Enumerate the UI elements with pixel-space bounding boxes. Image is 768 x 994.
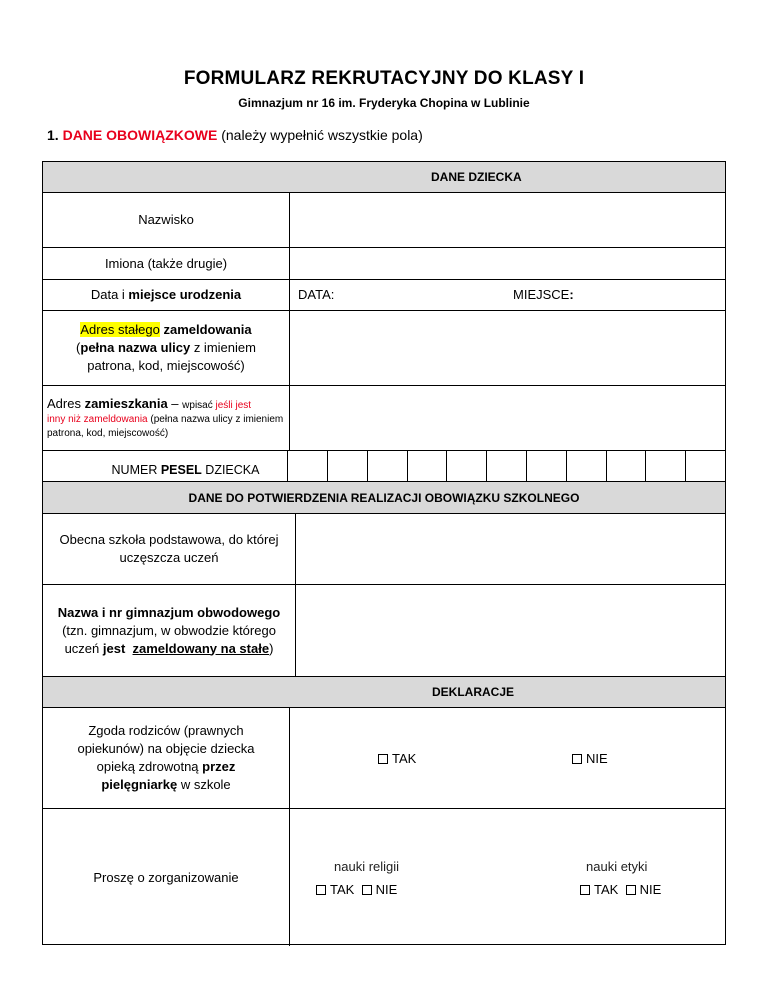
pesel-digit-box[interactable]	[685, 451, 725, 481]
form-title: FORMULARZ REKRUTACYJNY DO KLASY I	[183, 68, 585, 89]
pesel-digit-box[interactable]	[486, 451, 526, 481]
nurse-consent-no[interactable]	[572, 751, 608, 766]
district-school-row	[43, 585, 725, 677]
pesel-digit-boxes	[287, 451, 725, 481]
birth-label-bold: miejsce urodzenia	[128, 287, 242, 302]
permanent-address-highlight: Adres stałego	[80, 322, 160, 337]
pesel-digit-box[interactable]	[566, 451, 606, 481]
surname-row	[43, 193, 725, 248]
pesel-digit-box[interactable]	[645, 451, 685, 481]
religion-no[interactable]	[362, 882, 398, 897]
birth-place-colon: :	[569, 287, 574, 302]
pesel-digit-box[interactable]	[526, 451, 566, 481]
school-obligation-header-label: DANE DO POTWIERDZENIA REALIZACJI OBOWIĄZKU SZKOLNEGO	[188, 490, 580, 505]
permanent-address-bold2: pełna nazwa ulicy	[80, 340, 191, 355]
declarations-header-label: DEKLARACJE	[432, 685, 515, 699]
religion-label: nauki religii	[334, 859, 400, 874]
permanent-address-rest: z imieniem patrona, kod, miejscowość)	[87, 340, 256, 373]
nurse-consent-no-label: NIE	[586, 751, 608, 766]
ethics-yes-label: TAK	[594, 882, 619, 897]
checkbox-icon[interactable]	[378, 754, 388, 764]
checkbox-icon[interactable]	[626, 885, 636, 895]
district-school-underlined: zameldowany na stałe	[132, 640, 270, 656]
religion-choices	[316, 882, 397, 897]
organize-label: Proszę o zorganizowanie	[43, 809, 290, 946]
nurse-consent-yes[interactable]	[378, 751, 416, 766]
district-school-bold2: jest	[102, 640, 126, 656]
pesel-prefix: NUMER	[111, 462, 161, 477]
birth-label-prefix: Data i	[90, 287, 129, 302]
surname-field[interactable]	[290, 193, 725, 247]
residence-address-row	[43, 386, 725, 451]
ethics-yes[interactable]	[580, 882, 618, 897]
birth-row	[43, 280, 725, 311]
checkbox-icon[interactable]	[572, 754, 582, 764]
child-data-header	[43, 162, 725, 193]
school-subtitle: Gimnazjum nr 16 im. Fryderyka Chopina w Lublinie	[238, 96, 530, 110]
residence-address-tail: (pełna nazwa ulicy z imieniem patrona, kod, miejscowość)	[47, 414, 284, 439]
section-name: DANE OBOWIĄZKOWE	[62, 127, 218, 143]
school-obligation-header	[43, 482, 725, 514]
section-heading	[47, 127, 423, 143]
nurse-consent-bold: przez pielęgniarkę	[101, 759, 236, 792]
ethics-choices	[580, 882, 661, 897]
district-school-label	[43, 585, 296, 676]
nurse-consent-row	[43, 708, 725, 809]
pesel-digit-box[interactable]	[446, 451, 486, 481]
residence-address-red2: inny niż zameldowania	[47, 414, 148, 425]
residence-address-prefix: Adres	[47, 396, 85, 411]
permanent-address-field[interactable]	[290, 311, 725, 385]
district-school-text: (tzn. gimnazjum, w obwodzie którego uczeń	[62, 622, 276, 656]
form-table	[42, 161, 726, 945]
organize-options	[290, 809, 725, 946]
pesel-digit-box[interactable]	[606, 451, 646, 481]
district-school-field[interactable]	[296, 585, 725, 676]
birth-label	[43, 280, 290, 310]
nurse-consent-label	[43, 708, 290, 808]
nurse-consent-tail: w szkole	[177, 777, 231, 792]
ethics-no[interactable]	[626, 882, 662, 897]
pesel-label	[43, 451, 328, 481]
permanent-address-bold: zameldowania	[159, 322, 252, 337]
first-names-field[interactable]	[290, 248, 725, 279]
section-number: 1.	[47, 127, 59, 143]
birth-place-label: MIEJSCE	[513, 287, 570, 302]
nurse-consent-text: Zgoda rodziców (prawnych opiekunów) na objęcie dziecka opieką zdrowotną	[77, 723, 255, 774]
checkbox-icon[interactable]	[316, 885, 326, 895]
residence-address-red1: jeśli jest	[215, 400, 252, 411]
religion-yes-label: TAK	[330, 882, 355, 897]
child-data-header-label: DANE DZIECKA	[431, 170, 522, 184]
permanent-address-row	[43, 311, 725, 386]
nurse-consent-options	[290, 708, 725, 808]
residence-address-label	[43, 386, 290, 450]
permanent-address-label	[43, 311, 290, 385]
surname-label: Nazwisko	[43, 193, 290, 247]
district-school-bold: Nazwa i nr gimnazjum obwodowego	[57, 604, 281, 620]
checkbox-icon[interactable]	[580, 885, 590, 895]
birth-date-label: DATA:	[298, 287, 335, 302]
current-school-row	[43, 514, 725, 585]
nurse-consent-yes-label: TAK	[392, 751, 417, 766]
district-school-close: )	[269, 640, 274, 656]
permanent-address-open: (	[76, 340, 81, 355]
pesel-digit-box[interactable]	[327, 451, 367, 481]
current-school-field[interactable]	[296, 514, 725, 584]
checkbox-icon[interactable]	[362, 885, 372, 895]
pesel-suffix: DZIECKA	[201, 462, 260, 477]
residence-address-hint: wpisać	[182, 400, 216, 411]
religion-yes[interactable]	[316, 882, 354, 897]
pesel-digit-box[interactable]	[287, 451, 327, 481]
birth-field[interactable]	[290, 280, 725, 310]
pesel-digit-box[interactable]	[367, 451, 407, 481]
residence-address-dash: –	[167, 396, 183, 411]
religion-no-label: NIE	[375, 882, 398, 897]
pesel-digit-box[interactable]	[407, 451, 447, 481]
organize-row	[43, 809, 725, 946]
residence-address-field[interactable]	[290, 386, 725, 450]
ethics-no-label: NIE	[639, 882, 662, 897]
residence-address-bold: zamieszkania	[84, 396, 168, 411]
section-note: (należy wypełnić wszystkie pola)	[217, 127, 423, 143]
ethics-label: nauki etyki	[586, 859, 648, 874]
first-names-row	[43, 248, 725, 280]
pesel-bold: PESEL	[160, 462, 202, 477]
pesel-row	[43, 451, 725, 482]
declarations-header	[43, 677, 725, 708]
first-names-label: Imiona (także drugie)	[43, 248, 290, 279]
current-school-label: Obecna szkoła podstawowa, do której uczęszcza uczeń	[43, 514, 296, 584]
